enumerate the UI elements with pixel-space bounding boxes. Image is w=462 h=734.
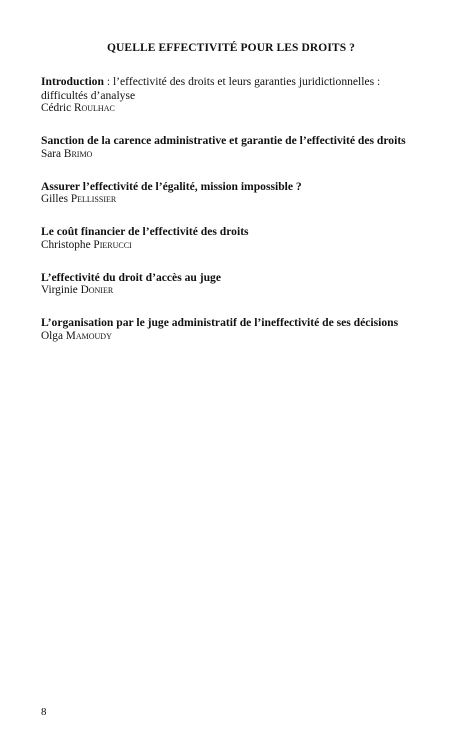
entry-title-prefix: Introduction <box>41 75 104 88</box>
author-last-name: Pellissier <box>70 193 117 205</box>
author-last-name: Roulhac <box>73 102 115 114</box>
toc-entry-sanction <box>41 134 426 161</box>
toc-entry-cout-financier <box>41 225 426 252</box>
toc-entry-acces-au-juge <box>41 271 426 298</box>
page-title: QUELLE EFFECTIVITÉ POUR LES DROITS ? <box>106 42 356 54</box>
toc-entry-ineffectivite <box>41 316 426 343</box>
entry-title: Assurer l’effectivité de l’égalité, mission impossible ? <box>41 179 302 193</box>
table-of-contents <box>41 75 426 362</box>
entry-title <box>41 75 426 102</box>
author-first-name: Sara <box>41 147 62 160</box>
author-last-name: Pierucci <box>93 238 132 251</box>
author-first-name: Christophe <box>41 238 91 251</box>
entry-author <box>41 330 426 343</box>
author-last-name: Mamoudy <box>65 329 112 342</box>
toc-entry-introduction <box>41 75 426 115</box>
author-last-name: Donier <box>80 284 114 296</box>
entry-title-colon: : l’effectivité des droits et leurs garanties juridictionnelles : difficultés d’analyse <box>41 75 381 102</box>
entry-title: L’organisation par le juge administratif de l’ineffectivité de ses décisions <box>41 316 399 329</box>
author-first-name: Olga <box>41 329 63 342</box>
entry-title: L’effectivité du droit d’accès au juge <box>41 270 221 284</box>
entry-title: Sanction de la carence administrative et garantie de l’effectivité des droits <box>41 134 406 147</box>
author-first-name: Virginie <box>41 284 78 296</box>
entry-author <box>41 102 426 115</box>
toc-entry-egalite <box>41 180 426 207</box>
author-first-name: Cédric <box>41 102 72 114</box>
entry-author <box>41 239 426 252</box>
page-number: 8 <box>41 706 47 718</box>
entry-author <box>41 284 426 297</box>
author-first-name: Gilles <box>41 193 68 205</box>
entry-author <box>41 193 426 206</box>
entry-title: Le coût financier de l’effectivité des droits <box>41 225 249 238</box>
entry-author <box>41 148 426 161</box>
author-last-name: Brimo <box>63 147 93 160</box>
